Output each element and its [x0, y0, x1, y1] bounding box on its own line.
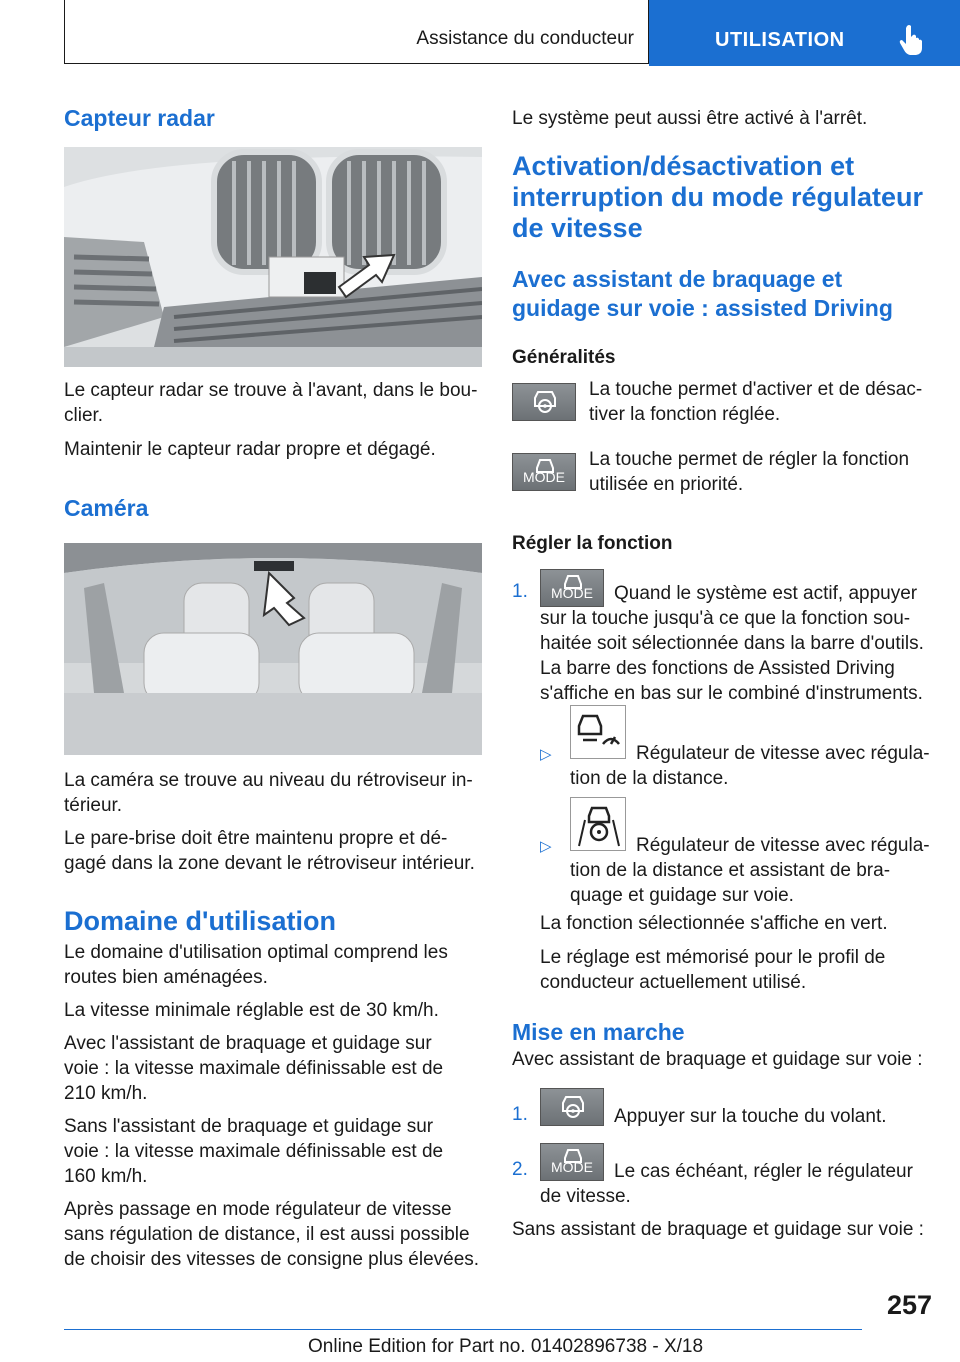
distance-control-icon	[571, 706, 627, 760]
mode-description	[589, 447, 909, 497]
radar-location-line2: clier.	[64, 404, 104, 426]
option-distance	[512, 705, 930, 791]
option-assisted	[512, 797, 930, 909]
start-step-1-text: Appuyer sur la touche du volant.	[614, 1105, 887, 1127]
activation-heading-line2: interruption du mode régulateur	[512, 181, 924, 212]
right-column	[512, 98, 930, 1242]
step1-text-5: s'affiche en bas sur le combiné d'instruments.	[540, 682, 923, 704]
green-selection-text: La fonction sélectionnée s'affiche en vert.	[540, 912, 888, 934]
start-step-2-text-1: Le cas échéant, régler le régulateur	[614, 1160, 913, 1182]
activation-heading-line1: Activation/désactivation et	[512, 151, 855, 181]
camera-location-line2: térieur.	[64, 794, 123, 816]
mode-label: MODE	[523, 468, 565, 485]
mode-text-2: utilisée en priorité.	[589, 473, 744, 495]
windshield-interior-illustration	[64, 543, 482, 755]
activate-description	[589, 377, 922, 427]
domain-text-3a: Avec l'assistant de braquage et guidage sur	[64, 1033, 432, 1055]
camera-image	[64, 543, 482, 755]
domain-text-5a: Après passage en mode régulateur de vitesse	[64, 1199, 452, 1221]
activation-heading-line3: de vitesse	[512, 212, 643, 243]
steering-assist-icon	[571, 798, 627, 852]
assist-button-icon	[540, 1088, 604, 1126]
step-number: 2.	[512, 1158, 528, 1180]
step1-text-4: La barre des fonctions de Assisted Driving	[540, 657, 895, 679]
domain-text-4b: voie : la vitesse maximale définissable est de	[64, 1141, 444, 1163]
memory-text-1: Le réglage est mémorisé pour le profil de	[540, 946, 886, 968]
activate-button-row	[512, 377, 930, 439]
page-number: 257	[886, 1290, 932, 1320]
domain-text-2: La vitesse minimale réglable est de 30 km/h.	[64, 1000, 439, 1022]
mode-button-icon-inline	[540, 1143, 604, 1181]
radar-heading: Capteur radar	[64, 105, 215, 131]
chapter-label: UTILISATION	[715, 29, 845, 51]
car-front-illustration	[64, 147, 482, 367]
step1-text-2: sur la touche jusqu'à ce que la fonction sou-	[540, 607, 911, 629]
mode-button-icon	[512, 453, 576, 491]
assisted-driving-icon-box	[570, 797, 626, 851]
page-footer	[64, 1290, 932, 1357]
step1-continued	[540, 606, 924, 706]
edition-text: Online Edition for Part no. 01402896738 - X/18	[308, 1336, 704, 1357]
assist-toggle-button-icon	[512, 383, 576, 421]
domain-text-5c: de choisir des vitesses de consigne plus élevées.	[64, 1249, 480, 1271]
domain-text-4a: Sans l'assistant de braquage et guidage sur	[64, 1116, 434, 1138]
assisted-driving-heading-line1: Avec assistant de braquage et	[512, 266, 843, 293]
activation-heading	[512, 151, 930, 243]
radar-sensor-image	[64, 147, 482, 367]
domain-text-3c: 210 km/h.	[64, 1083, 148, 1105]
steering-car-icon	[513, 384, 577, 422]
option-assisted-text-3: quage et guidage sur voie.	[570, 884, 794, 906]
set-step-1	[512, 569, 930, 705]
radar-clean-text: Maintenir le capteur radar propre et dégagé.	[64, 438, 436, 460]
option-distance-text-1: Régulateur de vitesse avec régula-	[636, 742, 930, 764]
option-distance-text-2: tion de la distance.	[570, 767, 729, 789]
start-intro: Avec assistant de braquage et guidage sur voie :	[512, 1048, 923, 1070]
bullet-triangle-icon: ▷	[540, 745, 552, 763]
domain-text-1b: routes bien aménagées.	[64, 967, 268, 989]
mode-label: MODE	[551, 1158, 593, 1175]
page-header	[64, 0, 960, 66]
camera-clean-line1: Le pare-brise doit être maintenu propre et dé-	[64, 827, 448, 849]
domain-text-5b: sans régulation de distance, il est aussi possible	[64, 1224, 470, 1246]
header-frame	[64, 0, 649, 64]
mode-button-row	[512, 449, 930, 511]
step1-text-1: Quand le système est actif, appuyer	[614, 582, 918, 604]
mode-button-icon-inline	[540, 569, 604, 607]
start-step-2-text-2: de vitesse.	[540, 1185, 631, 1207]
activate-text-1: La touche permet d'activer et de désac-	[589, 378, 923, 400]
start-step-2	[512, 1143, 930, 1211]
general-heading: Généralités	[512, 346, 616, 368]
radar-location-line1: Le capteur radar se trouve à l'avant, dans le bou-	[64, 379, 478, 401]
chapter-tab	[649, 0, 960, 66]
without-assist-text: Sans assistant de braquage et guidage sur voie :	[512, 1218, 924, 1240]
start-heading: Mise en marche	[512, 1018, 685, 1045]
activate-text-2: tiver la fonction réglée.	[589, 403, 781, 425]
camera-location-line1: La caméra se trouve au niveau du rétroviseur in-	[64, 769, 473, 791]
step-number: 1.	[512, 1103, 528, 1125]
camera-heading: Caméra	[64, 494, 149, 521]
distance-cruise-icon-box	[570, 705, 626, 759]
domain-heading: Domaine d'utilisation	[64, 905, 336, 936]
hand-pointer-icon	[898, 24, 924, 56]
section-title: Assistance du conducteur	[416, 28, 634, 49]
option-assisted-text-2: tion de la distance et assistant de bra-	[570, 859, 891, 881]
left-column	[64, 98, 482, 1272]
camera-clean-line2: gagé dans la zone devant le rétroviseur intérieur.	[64, 852, 475, 874]
steering-car-icon	[541, 1089, 605, 1127]
step1-text-3: haitée soit sélectionnée dans la barre d'outils.	[540, 632, 924, 654]
set-function-heading: Régler la fonction	[512, 532, 673, 554]
step-number: 1.	[512, 580, 528, 602]
mode-text-1: La touche permet de régler la fonction	[589, 448, 910, 470]
mode-label: MODE	[551, 584, 593, 601]
assisted-driving-heading	[512, 265, 930, 323]
option-assisted-text-1: Régulateur de vitesse avec régula-	[636, 834, 930, 856]
memory-text-2: conducteur actuellement utilisé.	[540, 971, 807, 993]
standstill-text: Le système peut aussi être activé à l'arrêt.	[512, 108, 868, 129]
domain-text-3b: voie : la vitesse maximale définissable est de	[64, 1058, 444, 1080]
domain-text-4c: 160 km/h.	[64, 1166, 148, 1188]
start-step-1	[512, 1088, 930, 1134]
bullet-triangle-icon: ▷	[540, 837, 552, 855]
domain-text-1a: Le domaine d'utilisation optimal comprend les	[64, 942, 448, 964]
assisted-driving-heading-line2: guidage sur voie : assisted Driving	[512, 295, 893, 322]
